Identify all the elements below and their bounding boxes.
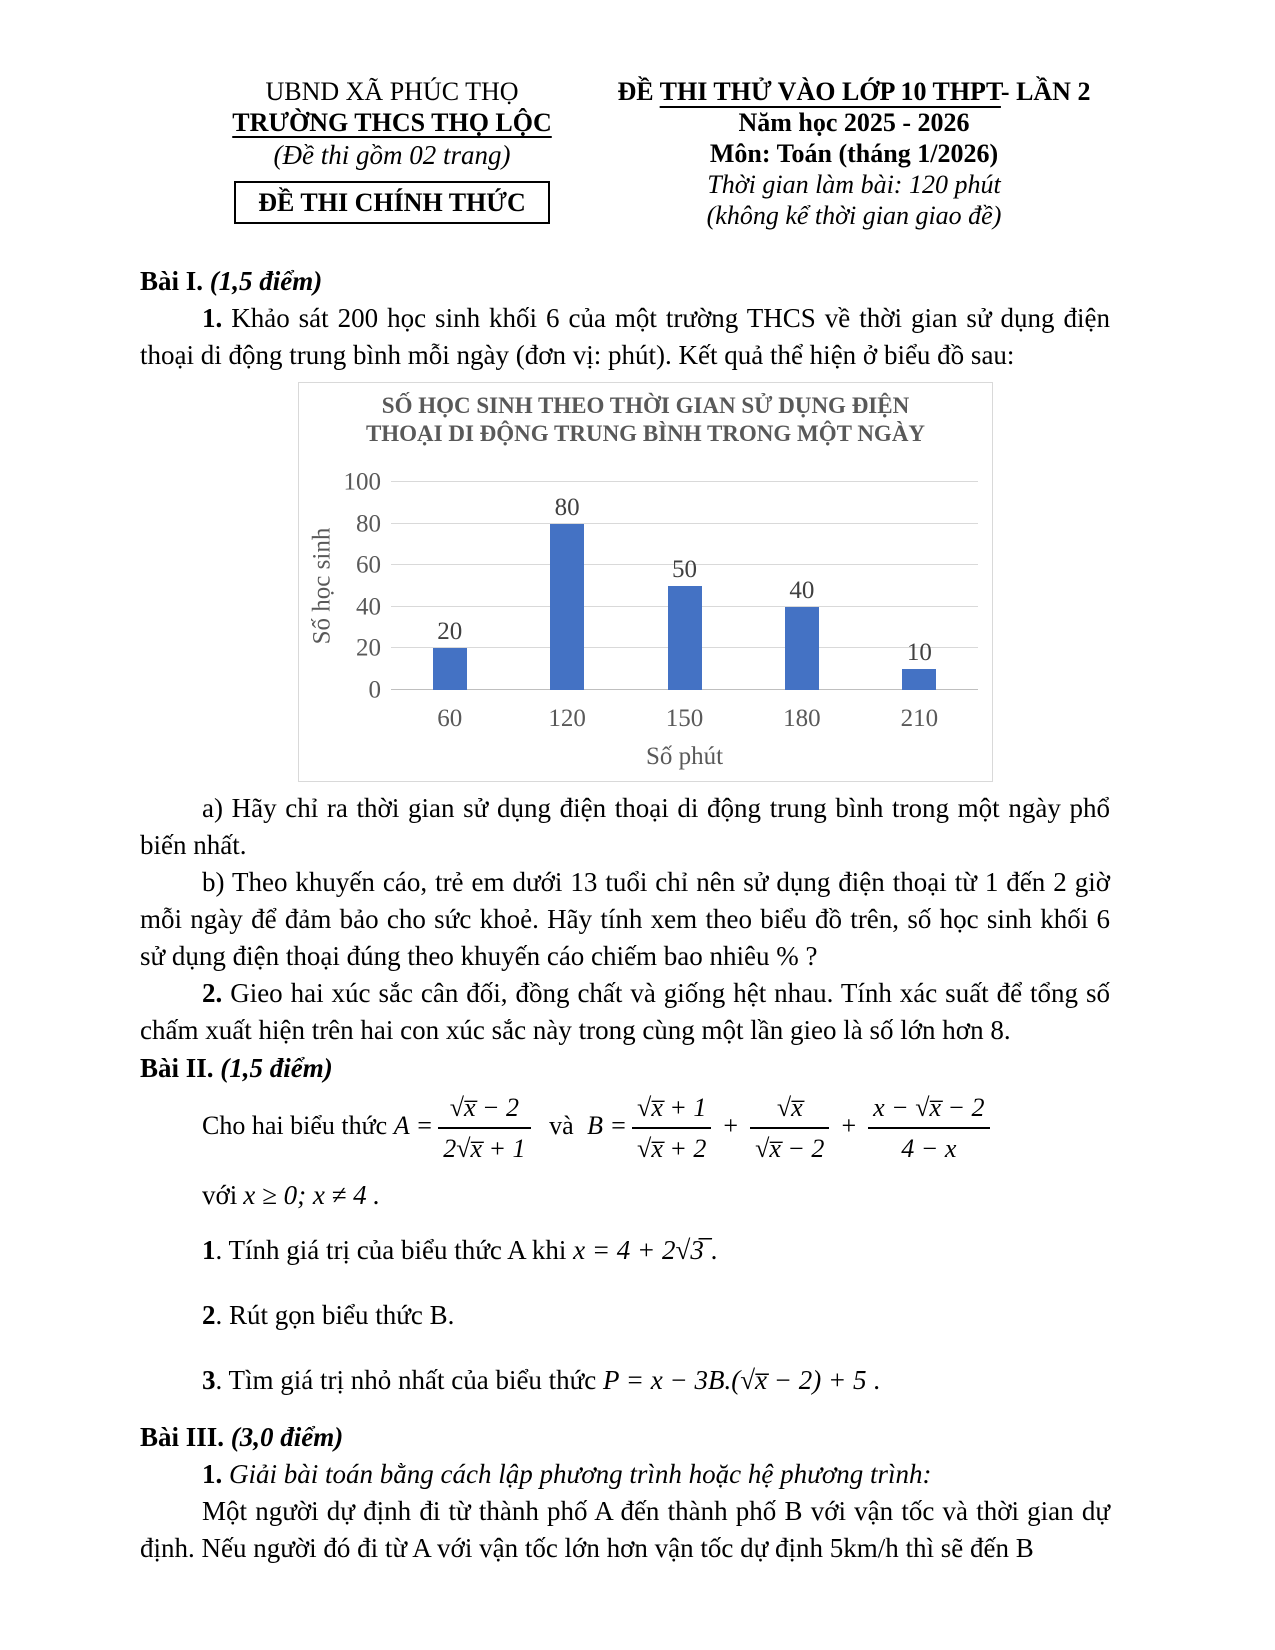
exam-title-prefix: ĐỀ <box>617 77 660 106</box>
item-number: 1. <box>202 1459 223 1489</box>
section-1-question-b: b) Theo khuyến cáo, trẻ em dưới 13 tuổi chỉ nên sử dụng điện thoại từ 1 đến 2 giờ mỗi ngày để đảm bảo cho sức khoẻ. Hãy tính xem theo biểu đồ trên, số học sinh khối 6 sử dụng điện thoại đúng theo khuyến cáo chiếm bao nhiêu % ? <box>140 867 1110 971</box>
plus-operator: + <box>841 1110 857 1140</box>
y-tick-label: 80 <box>356 510 381 538</box>
item-end: . <box>866 1365 880 1395</box>
y-tick-label: 0 <box>368 676 381 704</box>
item-number: 2 <box>202 1300 216 1330</box>
item-end: . <box>703 1235 718 1265</box>
header-right-block <box>598 76 1110 231</box>
bar-column <box>508 482 625 690</box>
duration-note: (không kể thời gian giao đề) <box>706 201 1002 230</box>
condition-prefix: với <box>202 1180 238 1210</box>
bar-column <box>626 482 743 690</box>
chart-plot-area <box>391 482 978 690</box>
section-2-item-3 <box>140 1362 1110 1399</box>
question-number: 1. <box>202 303 223 333</box>
section-3-item-1 <box>140 1456 1110 1493</box>
section-1-label: Bài I. <box>140 266 204 296</box>
chart-y-axis-title: Số học sinh <box>308 527 336 645</box>
chart-title-line-1: SỐ HỌC SINH THEO THỜI GIAN SỬ DỤNG ĐIỆN <box>381 393 910 418</box>
exam-title-underlined: THI THỬ VÀO LỚP 10 THPT <box>659 77 1001 106</box>
item-text: . Rút gọn biểu thức B. <box>215 1300 455 1330</box>
expression-A-lhs: A = <box>393 1110 434 1140</box>
condition-end: . <box>372 1180 380 1210</box>
chart-main-area <box>299 468 992 772</box>
y-tick-label: 60 <box>356 551 381 579</box>
x-tick-label: 150 <box>665 705 704 732</box>
chart-plot-column <box>391 482 978 772</box>
fraction-B1-numerator: √x̅ + 1 <box>632 1091 711 1129</box>
x-tick-label: 180 <box>783 705 821 732</box>
bar-value-label: 40 <box>789 576 815 604</box>
fraction-B1-denominator: √x̅ + 2 <box>637 1134 707 1163</box>
section-3-label: Bài III. <box>140 1422 225 1452</box>
chart-title <box>299 392 992 448</box>
condition-math: x ≥ 0; x ≠ 4 <box>243 1180 367 1210</box>
item-text: . Tìm giá trị nhỏ nhất của biểu thức <box>215 1365 604 1395</box>
bar-column <box>743 482 860 690</box>
item-number: 1 <box>202 1235 216 1265</box>
item-math: x = 4 + 2√3̅ <box>573 1235 704 1265</box>
pages-note: (Đề thi gồm 02 trang) <box>273 140 511 170</box>
bar-value-label: 10 <box>906 639 932 667</box>
fraction-A-numerator: √x̅ − 2 <box>438 1091 530 1129</box>
duration-line: Thời gian làm bài: 120 phút <box>707 170 1001 199</box>
section-3-points: (3,0 điểm) <box>230 1422 344 1452</box>
bar-value-label: 20 <box>437 618 463 646</box>
plus-operator: + <box>723 1110 739 1140</box>
exam-header <box>140 76 1110 231</box>
x-tick-label: 210 <box>900 705 939 732</box>
question-text: Khảo sát 200 học sinh khối 6 của một trường THCS về thời gian sử dụng điện thoại di động trung bình mỗi ngày (đơn vị: phút). Kết quả thể hiện ở biểu đồ sau: <box>140 303 1110 370</box>
chart-bars <box>391 482 978 690</box>
school-name: TRƯỜNG THCS THỌ LỘC <box>232 108 552 137</box>
chart-y-axis-title-wrap <box>305 482 339 690</box>
section-2-item-2 <box>140 1297 1110 1334</box>
section-1-heading <box>140 263 1110 300</box>
section-1-question-2 <box>140 975 1110 1049</box>
school-year: Năm học 2025 - 2026 <box>738 108 970 137</box>
section-1-question-1 <box>140 300 1110 374</box>
subject-line: Môn: Toán (tháng 1/2026) <box>709 139 999 168</box>
bar <box>550 524 584 690</box>
formula-intro: Cho hai biểu thức <box>202 1110 388 1140</box>
header-left-block <box>192 76 592 224</box>
section-2-formula <box>140 1091 1110 1165</box>
bar-value-label: 50 <box>672 556 698 583</box>
section-3-heading <box>140 1419 1110 1456</box>
question-number: 2. <box>202 978 223 1008</box>
fraction-A-denominator: 2√x̅ + 1 <box>443 1134 526 1163</box>
x-tick-label: 120 <box>548 705 586 732</box>
exam-title <box>598 76 1110 107</box>
chart-title-line-2: THOẠI DI ĐỘNG TRUNG BÌNH TRONG MỘT NGÀY <box>365 421 926 446</box>
bar-value-label: 80 <box>554 493 580 521</box>
section-1-points: (1,5 điểm) <box>209 266 323 296</box>
bar <box>668 586 702 690</box>
issuing-authority: UBND XÃ PHÚC THỌ <box>265 77 519 106</box>
section-2-label: Bài II. <box>140 1053 214 1083</box>
item-number: 3 <box>202 1365 216 1395</box>
fraction-B3-numerator: x − √x̅ − 2 <box>868 1091 989 1129</box>
section-2-heading <box>140 1050 1110 1087</box>
chart-x-axis-ticks <box>391 704 978 734</box>
fraction-B1 <box>632 1091 711 1165</box>
question-text: Gieo hai xúc sắc cân đối, đồng chất và giống hệt nhau. Tính xác suất để tổng số chấm xuất hiện trên hai con xúc sắc này trong cùng một lần gieo là số lớn hơn 8. <box>140 978 1110 1045</box>
expression-B-lhs: B = <box>587 1110 628 1140</box>
fraction-B2 <box>750 1091 829 1165</box>
section-1-question-a: a) Hãy chỉ ra thời gian sử dụng điện thoại di động trung bình trong một ngày phổ biến nhất. <box>140 793 1110 860</box>
bar-chart <box>298 382 993 782</box>
bar <box>433 648 467 690</box>
section-3-problem-text: Một người dự định đi từ thành phố A đến thành phố B với vận tốc và thời gian dự định. Nếu người đó đi từ A với vận tốc lớn hơn vận tốc dự định 5km/h thì sẽ đến B <box>140 1496 1110 1563</box>
exam-title-suffix: - LẦN 2 <box>1000 77 1091 106</box>
y-tick-label: 100 <box>343 468 381 496</box>
official-exam-box: ĐỀ THI CHÍNH THỨC <box>234 181 550 224</box>
connector-and: và <box>549 1110 574 1140</box>
item-text: Giải bài toán bằng cách lập phương trình hoặc hệ phương trình: <box>222 1459 932 1489</box>
fraction-B3 <box>868 1091 989 1165</box>
fraction-B3-denominator: 4 − x <box>901 1134 957 1163</box>
y-tick-label: 20 <box>356 634 381 662</box>
section-2-condition <box>140 1177 1110 1214</box>
fraction-A <box>438 1091 530 1165</box>
section-2-points: (1,5 điểm) <box>220 1053 333 1083</box>
item-math: P = x − 3B.(√x̅ − 2) + 5 <box>603 1365 867 1395</box>
x-tick-label: 60 <box>437 705 463 732</box>
bar-column <box>861 482 978 690</box>
bar <box>902 669 936 690</box>
bar-column <box>391 482 508 690</box>
fraction-B2-numerator: √x̅ <box>750 1091 829 1129</box>
fraction-B2-denominator: √x̅ − 2 <box>755 1134 825 1163</box>
chart-y-axis-ticks <box>339 468 391 704</box>
item-text: . Tính giá trị của biểu thức A khi <box>215 1235 574 1265</box>
section-2-item-1 <box>140 1232 1110 1269</box>
bar <box>785 607 819 690</box>
chart-x-axis-title: Số phút <box>645 743 724 770</box>
y-tick-label: 40 <box>356 593 381 621</box>
